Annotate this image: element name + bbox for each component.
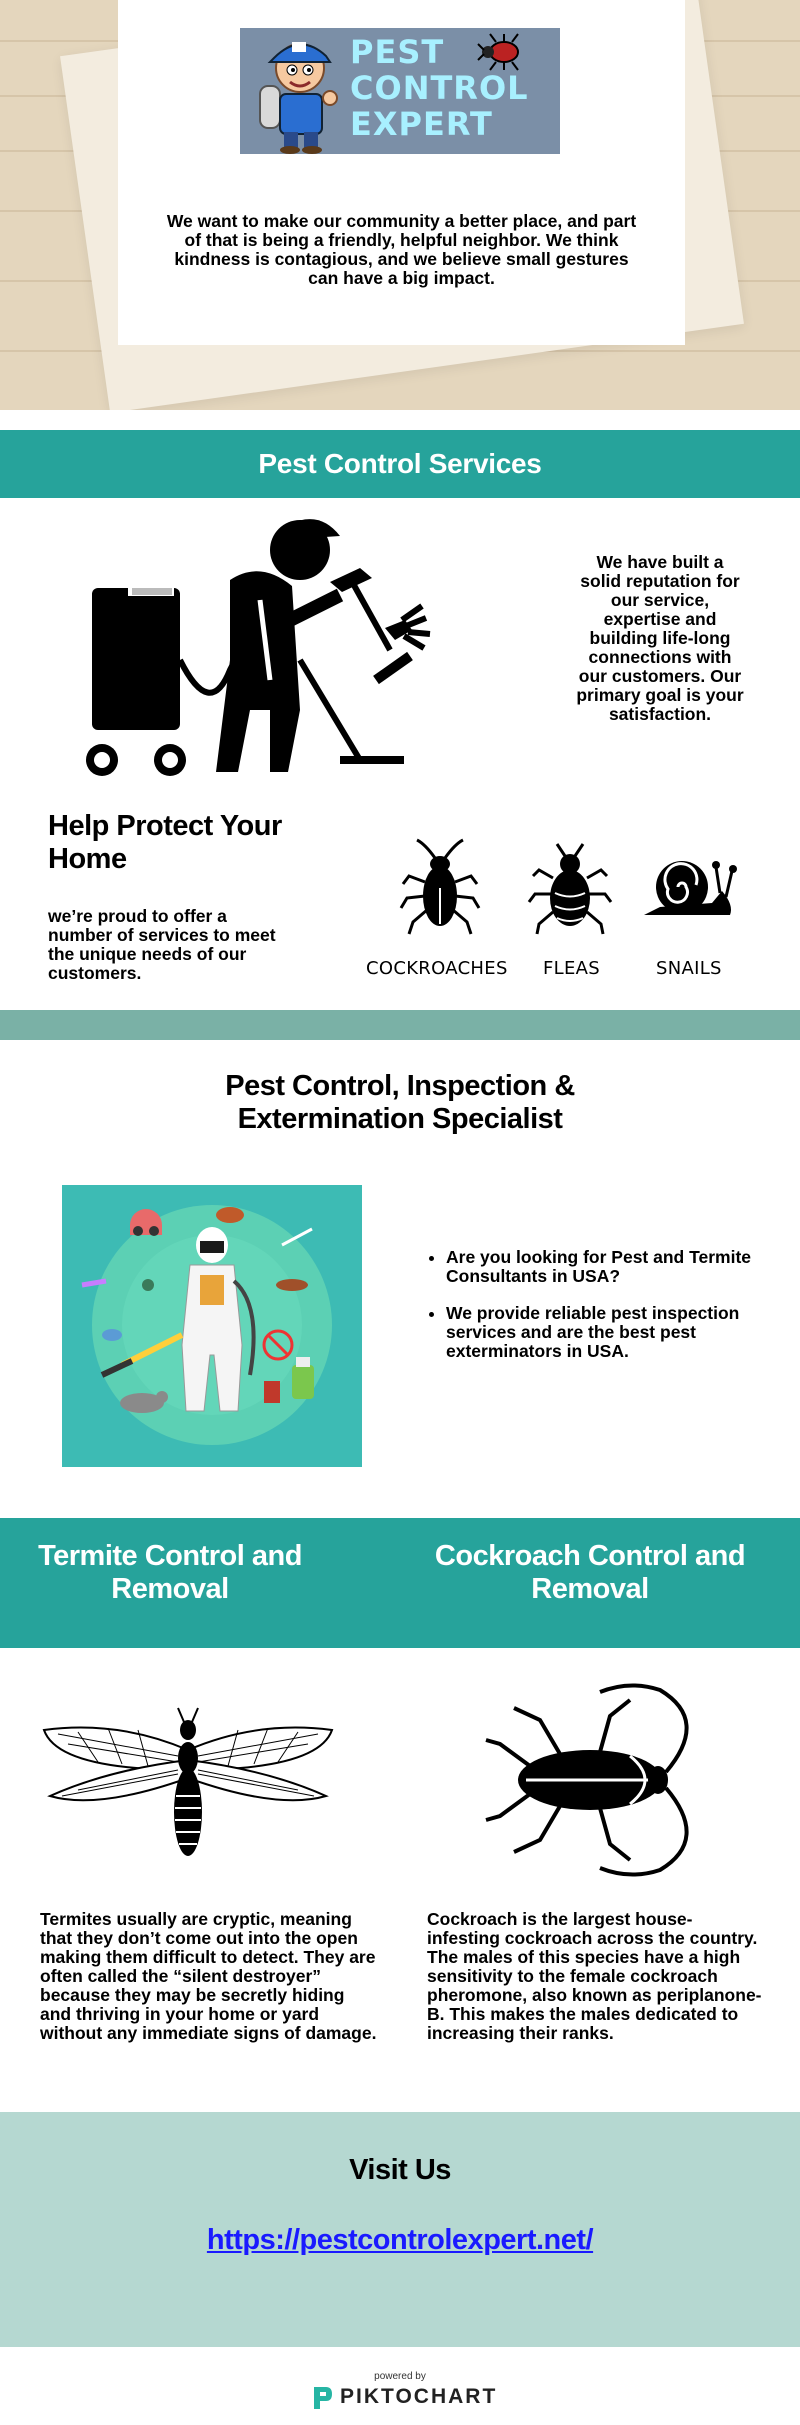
control-title-band: [0, 1518, 800, 1648]
cockroach-icon: [480, 1680, 720, 1880]
exterminator-illustration-art: [62, 1185, 362, 1467]
beetle-icon: [476, 32, 528, 72]
visit-title: Visit Us: [349, 2154, 451, 2186]
help-protect-text: we’re proud to offer a number of services to meet the unique needs of our customers.: [48, 906, 276, 983]
specialist-bullet-list: [428, 1248, 758, 1379]
hero-mission-text: We want to make our community a better place, and part of that is being a friendly, helpful neighbor. We think kindness is contagious, and we believe small gestures can have a big impact.: [166, 211, 637, 288]
website-link[interactable]: https://pestcontrolexpert.net/: [206, 2224, 594, 2256]
hero-section: [0, 0, 800, 410]
termite-icon: [38, 1700, 338, 1860]
pest-label-cockroaches: COCKROACHES: [366, 958, 508, 979]
specialist-title: Pest Control, Inspection & Extermination Specialist: [225, 1070, 575, 1135]
logo-wordmark: PEST CONTROL EXPERT: [350, 33, 529, 143]
cockroach-description: Cockroach is the largest house-infesting cockroach across the country. The males of this species have a high sensitivity to the female cockroach pheromone, also known as periplanone-B. This makes the males dedicated to increasing their ranks.: [427, 1909, 762, 2043]
pest-item-fleas: [525, 838, 615, 938]
services-intro-text: We have built a solid reputation for our service, expertise and building life-long connections with our customers. Our primary goal is your satisfaction.: [576, 552, 744, 724]
divider-band: [0, 1010, 800, 1040]
exterminator-with-vacuum-icon: [60, 510, 440, 790]
snail-icon: [640, 845, 740, 935]
exterminator-with-pests-illustration: [62, 1185, 362, 1467]
pest-item-cockroaches: [395, 838, 485, 938]
termite-control-title: Termite Control and Removal: [38, 1540, 302, 1605]
specialist-bullet: • We provide reliable pest inspection services and are the best pest exterminators in USA.: [446, 1304, 758, 1361]
cockroach-icon: [395, 838, 485, 938]
powered-by-text: powered by: [374, 2371, 426, 2382]
piktochart-logo-icon: [310, 2383, 334, 2411]
flea-icon: [525, 838, 615, 938]
cockroach-control-title: Cockroach Control and Removal: [434, 1540, 746, 1605]
mascot-exterminator-icon: [240, 28, 350, 154]
hero-card: [118, 0, 685, 345]
company-logo: [240, 28, 560, 154]
services-title: Pest Control Services: [258, 448, 542, 479]
pest-label-fleas: FLEAS: [543, 958, 600, 979]
services-title-band: [0, 430, 800, 498]
help-protect-title: Help Protect Your Home: [48, 810, 282, 875]
pest-item-snails: [640, 845, 740, 935]
specialist-bullet: • Are you looking for Pest and Termite Consultants in USA?: [446, 1248, 758, 1286]
piktochart-wordmark: PIKTOCHART: [340, 2385, 498, 2408]
termite-description: Termites usually are cryptic, meaning that they don’t come out into the open making them difficult to detect. They are often called the “silent destroyer” because they may be secretly hiding and thriving in your home or yard without any immediate signs of damage.: [40, 1909, 377, 2043]
pest-label-snails: SNAILS: [656, 958, 722, 979]
visit-section: [0, 2112, 800, 2347]
footer: [0, 2347, 800, 2425]
